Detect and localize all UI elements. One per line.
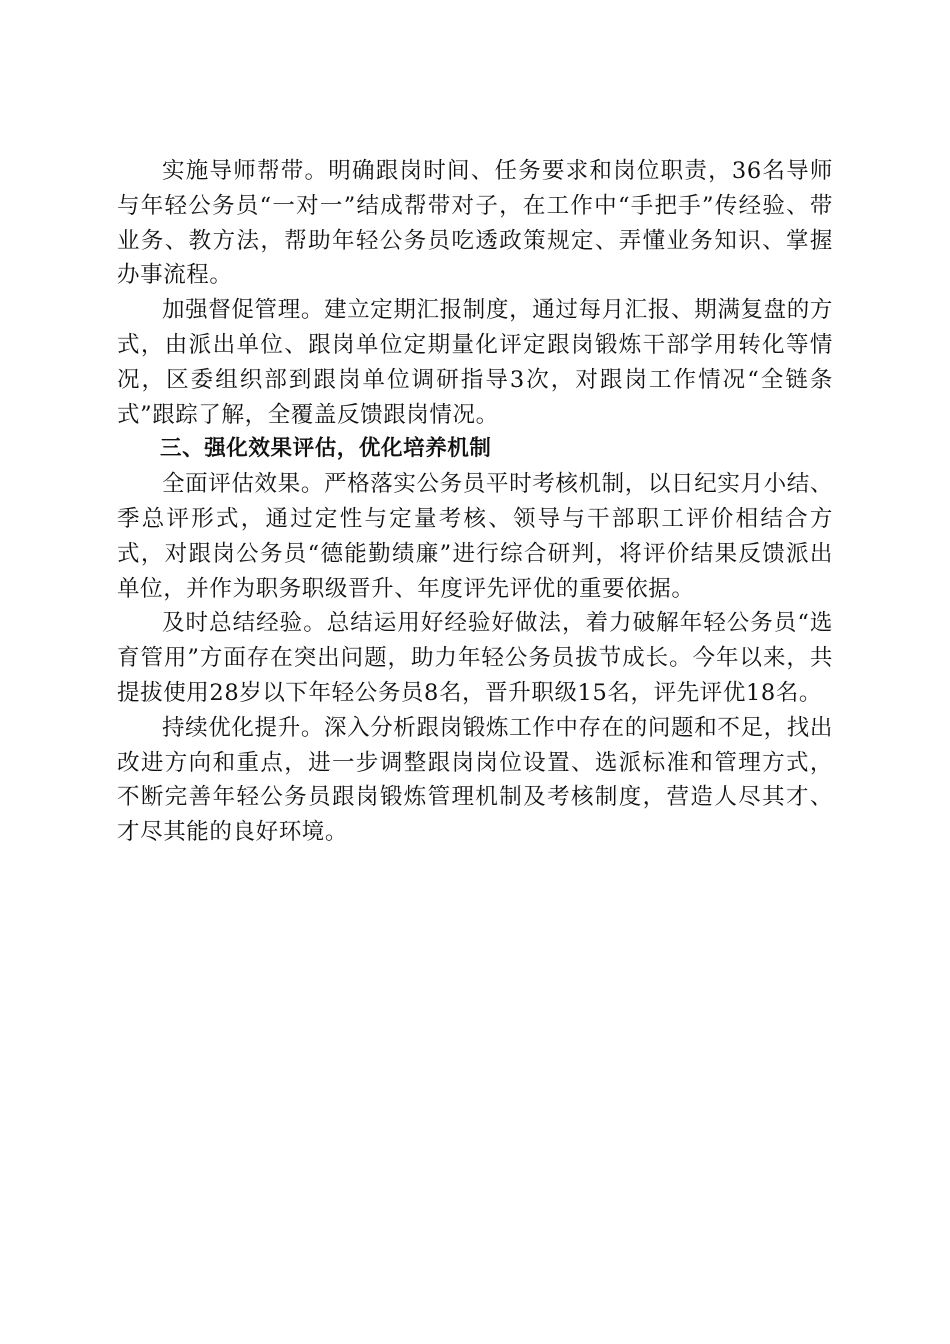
- document-body: [117, 154, 833, 850]
- paragraph-continuous-optimization: 持续优化提升。深入分析跟岗锻炼工作中存在的问题和不足，找出改进方向和重点，进一步调整跟岗岗位设置、选派标准和管理方式，不断完善年轻公务员跟岗锻炼管理机制及考核制度，营造人尽其才、才尽其能的良好环境。: [117, 714, 833, 846]
- section-heading: 三、强化效果评估，优化培养机制: [160, 436, 492, 462]
- paragraph-mentor-guidance: 实施导师帮带。明确跟岗时间、任务要求和岗位职责，36名导师与年轻公务员“一对一”结成帮带对子，在工作中“手把手”传经验、带业务、教方法，帮助年轻公务员吃透政策规定、弄懂业务知识、掌握办事流程。: [117, 158, 833, 289]
- paragraph-experience-summary: 及时总结经验。总结运用好经验好做法，着力破解年轻公务员“选育管用”方面存在突出问题，助力年轻公务员拔节成长。今年以来，共提拔使用28岁以下年轻公务员8名，晋升职级15名，评先评优18名。: [117, 610, 833, 706]
- paragraph-supervision-management: 加强督促管理。建立定期汇报制度，通过每月汇报、期满复盘的方式，由派出单位、跟岗单位定期量化评定跟岗锻炼干部学用转化等情况，区委组织部到跟岗单位调研指导3次，对跟岗工作情况“全链条式”跟踪了解，全覆盖反馈跟岗情况。: [117, 297, 833, 428]
- paragraph-evaluation: 全面评估效果。严格落实公务员平时考核机制，以日纪实月小结、季总评形式，通过定性与定量考核、领导与干部职工评价相结合方式，对跟岗公务员“德能勤绩廉”进行综合研判，将评价结果反馈派出单位，并作为职务职级晋升、年度评先评优的重要依据。: [117, 471, 833, 602]
